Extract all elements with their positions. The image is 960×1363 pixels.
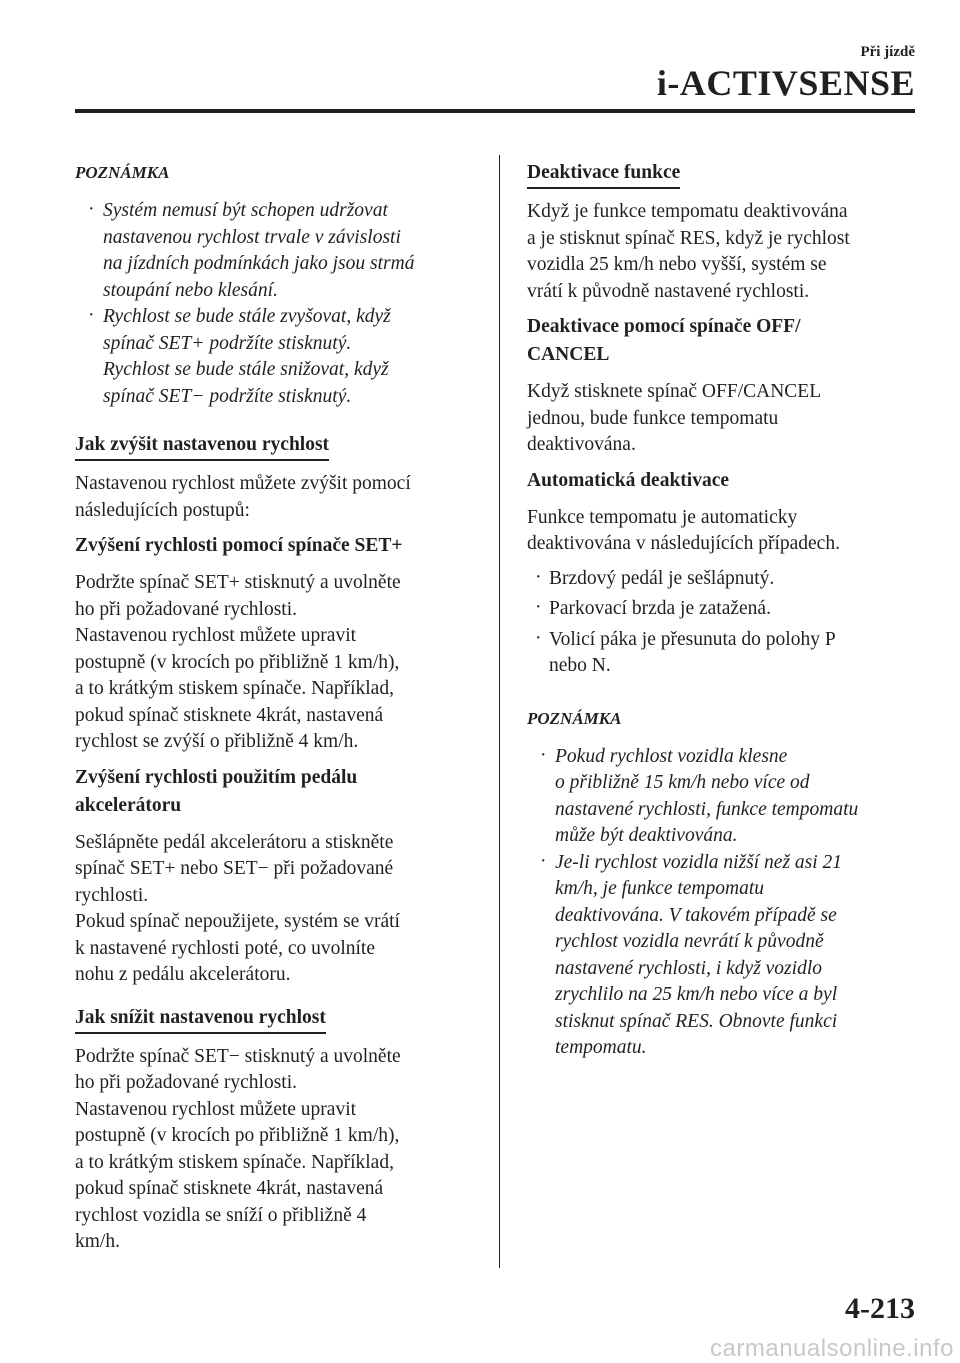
text-line: následujících postupů: [75,499,250,521]
text-line: nastavené rychlosti, funkce tempomatu [555,798,859,820]
text-line: Funkce tempomatu je automaticky [527,506,798,528]
text-line: deaktivována v následujících případech. [527,533,840,554]
text-line: a to krátkým stiskem spínače. Například, [75,678,394,699]
text-line: Nastavenou rychlost můžete upravit [75,625,357,646]
text-line: vrátí k původně nastavené rychlosti. [527,280,810,302]
left-column [75,160,479,1264]
bullet-dot-icon: · [535,627,542,649]
text-line: km/h. [75,1231,120,1252]
subheading-accelerator [75,764,479,820]
text-line: spínač SET+ nebo SET− při požadované [75,858,394,879]
text-line: Podržte spínač SET+ stisknutý a uvolněte [75,572,401,593]
text-line: rychlost se zvýší o přibližně 4 km/h. [75,731,359,752]
page-number: 4-213 [845,1292,915,1325]
section-heading-increase-speed: Jak zvýšit nastavenou rychlost [75,432,329,461]
text-line: spínač SET− podržíte stisknutý. [103,385,352,407]
header-rule [75,109,915,113]
text-line: jednou, bude funkce tempomatu [527,407,779,429]
bullet-dot-icon: · [540,850,547,872]
text-line: tempomatu. [555,1037,647,1058]
column-divider [499,155,500,1268]
text-line: k nastavené rychlosti poté, co uvolníte [75,937,376,959]
watermark: carmanualsonline.info [710,1335,954,1362]
text-line: Sešlápněte pedál akcelerátoru a stiskněte [75,831,394,853]
list-item [527,566,922,593]
bullet-dot-icon: · [540,744,547,766]
text-line: nebo N. [549,655,611,676]
text-line: rychlost vozidla nevrátí k původně [555,931,824,952]
note-list [75,198,479,410]
right-column [527,160,922,1062]
paragraph [75,1044,479,1256]
subheading-set-plus: Zvýšení rychlosti pomocí spínače SET+ [75,535,403,556]
list-item [527,596,922,623]
running-header-section: Při jízdě [860,44,915,60]
text-line: Je-li rychlost vozidla nižší než asi 21 [555,851,843,873]
text-line: Nastavenou rychlost můžete upravit [75,1098,357,1120]
list-item [75,198,479,304]
section-heading-decrease-speed: Jak snížit nastavenou rychlost [75,1005,326,1034]
paragraph [75,570,479,756]
text-line: Podržte spínač SET− stisknutý a uvolněte [75,1045,401,1067]
bullet-dot-icon: · [88,199,95,220]
text-line: nohu z pedálu akcelerátoru. [75,964,291,985]
text-line: zrychlilo na 25 km/h nebo více a byl [555,984,838,1005]
text-line: Parkovací brzda je zatažená. [549,598,771,619]
text-line: deaktivována. [527,434,636,455]
text-line: a to krátkým stiskem spínače. Například, [75,1151,394,1173]
note-heading: POZNÁMKA [75,163,170,182]
text-line: nastavené rychlosti, i když vozidlo [555,957,822,979]
text-line: Nastavenou rychlost můžete zvýšit pomocí [75,473,411,494]
text-line: Brzdový pedál je sešlápnutý. [549,567,775,589]
text-line: km/h, je funkce tempomatu [555,878,765,899]
subheading-off-cancel [527,313,922,369]
paragraph [527,379,922,459]
list-item [75,304,479,410]
section-heading-deactivation: Deaktivace funkce [527,160,680,189]
text-line: postupně (v krocích po přibližně 1 km/h), [75,1125,400,1146]
paragraph [527,505,922,558]
text-line: deaktivována. V takovém případě se [555,904,837,926]
note-heading: POZNÁMKA [527,708,622,728]
text-line: Pokud rychlost vozidla klesne [555,745,788,767]
text-line: Systém nemusí být schopen udržovat [103,200,388,221]
text-line: a je stisknut spínač RES, když je rychlost [527,227,850,249]
text-line: Když stisknete spínač OFF/CANCEL [527,381,822,402]
paragraph [527,199,922,305]
text-line: spínač SET+ podržíte stisknutý. [103,332,352,354]
bullet-list [527,566,922,680]
bullet-dot-icon: · [535,597,542,618]
list-item [527,744,922,850]
text-line: postupně (v krocích po přibližně 1 km/h), [75,651,400,673]
text-line: ho při požadované rychlosti. [75,1072,298,1093]
list-item [527,850,922,1062]
text-line: Zvýšení rychlosti použitím pedálu [75,766,358,788]
text-line: CANCEL [527,344,610,365]
text-line: může být deaktivována. [555,825,738,846]
text-line: akcelerátoru [75,794,182,816]
note-list [527,744,922,1062]
text-line: Deaktivace pomocí spínače OFF/ [527,316,801,337]
bullet-dot-icon: · [88,305,95,326]
paragraph [75,830,479,989]
bullet-dot-icon: · [535,566,542,588]
paragraph [75,471,479,524]
text-line: Rychlost se bude stále zvyšovat, když [103,306,391,327]
text-line: stoupání nebo klesání. [103,279,278,301]
running-header-title: i-ACTIVSENSE [656,63,915,103]
text-line: Volicí páka je přesunuta do polohy P [549,628,836,650]
subheading-auto-deactivation: Automatická deaktivace [527,469,730,491]
text-line: ho při požadované rychlosti. [75,598,298,620]
text-line: stisknut spínač RES. Obnovte funkci [555,1010,838,1032]
text-line: Když je funkce tempomatu deaktivována [527,201,848,222]
text-line: pokud spínač stisknete 4krát, nastavená [75,1178,384,1199]
text-line: pokud spínač stisknete 4krát, nastavená [75,704,384,726]
text-line: rychlosti. [75,884,149,906]
text-line: na jízdních podmínkách jako jsou strmá [103,253,415,274]
text-line: Rychlost se bude stále snižovat, když [103,359,389,380]
text-line: nastavenou rychlost trvale v závislosti [103,226,401,248]
text-line: Pokud spínač nepoužijete, systém se vrátí [75,911,400,932]
list-item [527,627,922,680]
text-line: rychlost vozidla se sníží o přibližně 4 [75,1204,367,1226]
text-line: vozidla 25 km/h nebo vyšší, systém se [527,254,827,275]
text-line: o přibližně 15 km/h nebo více od [555,772,810,793]
